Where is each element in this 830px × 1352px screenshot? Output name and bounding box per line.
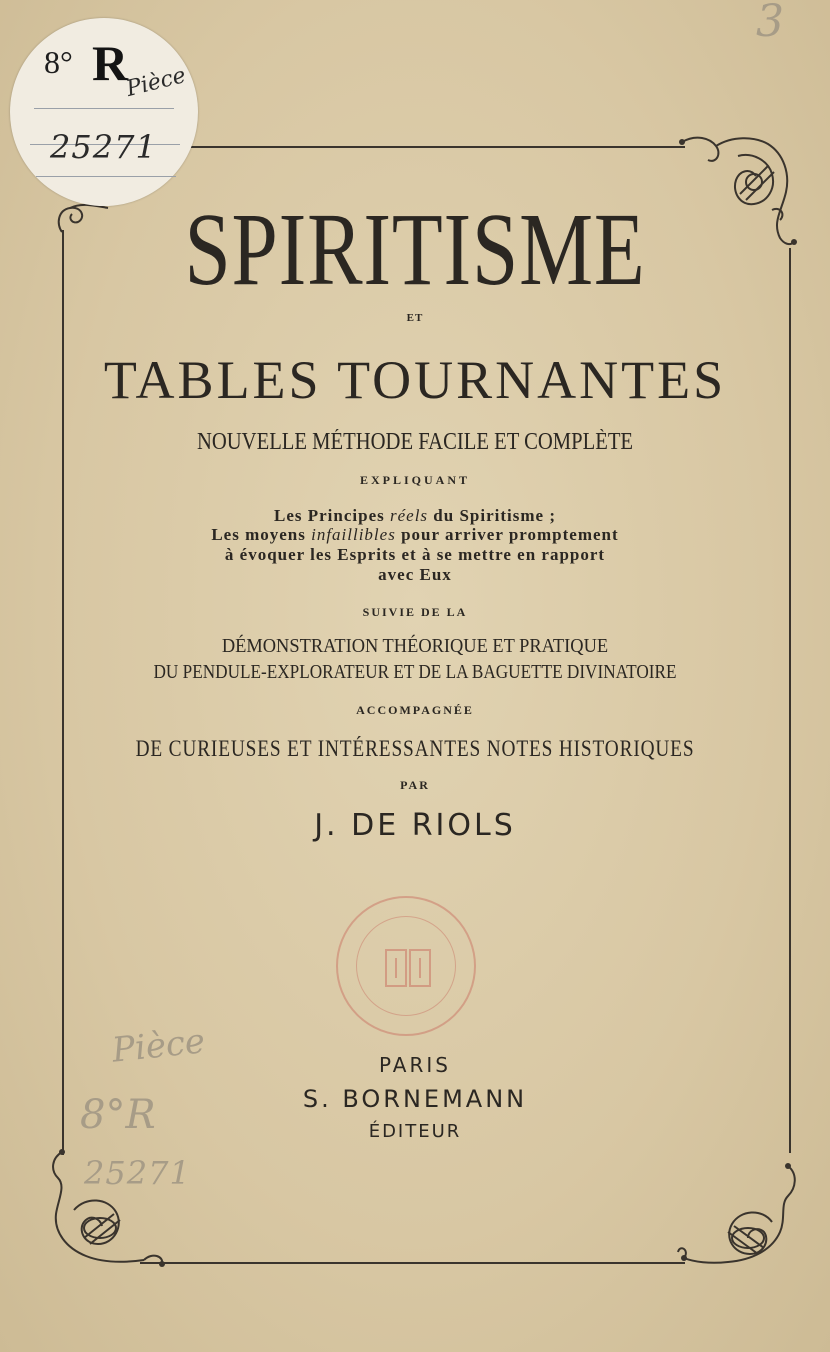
demonstration-line-1: DÉMONSTRATION THÉORIQUE ET PRATIQUE — [221, 635, 609, 657]
label-format: 8° — [44, 44, 73, 80]
title-conjunction: ET — [406, 312, 424, 324]
label-letter: R — [92, 35, 129, 91]
stamp-monogram-icon — [382, 944, 434, 992]
principles-line-1-c: du Spiritisme ; — [428, 506, 556, 525]
imprint-city: PARIS — [379, 1053, 451, 1077]
principles-line-2 — [0, 525, 830, 545]
label-call-number: 25271 — [50, 128, 157, 166]
accompanied-label: ACCOMPAGNÉE — [356, 703, 474, 717]
principles-line-1-b: réels — [390, 506, 429, 525]
principles-line-2-a: Les moyens — [211, 525, 312, 544]
imprint-role: ÉDITEUR — [368, 1121, 462, 1142]
by-label: PAR — [400, 778, 430, 792]
library-stamp — [336, 896, 476, 1036]
frame-bottom-line — [140, 1262, 685, 1264]
principles-line-1-a: Les Principes — [274, 506, 390, 525]
ornament-bottom-right-icon — [676, 1160, 802, 1272]
margin-note-word: Pièce — [110, 1021, 207, 1071]
author-name: J. DE RIOLS — [314, 808, 516, 843]
margin-note-format: 8°R — [80, 1092, 156, 1138]
historical-notes-line: DE CURIEUSES ET INTÉRESSANTES NOTES HISTORIQUES — [135, 736, 695, 761]
followed-by-label: SUIVIE DE LA — [362, 605, 468, 619]
library-call-number-label — [10, 18, 198, 206]
demonstration-line-2: DU PENDULE-EXPLORATEUR ET DE LA BAGUETTE DIVINATOIRE — [153, 661, 677, 683]
frame-top-line — [110, 146, 685, 148]
explaining-label: EXPLIQUANT — [359, 473, 470, 487]
label-rule-1 — [34, 108, 174, 109]
secondary-title: TABLES TOURNANTES — [103, 350, 727, 410]
principles-line-3: à évoquer les Esprits et à se mettre en rapport — [224, 545, 606, 564]
label-handwritten-word: Pièce — [123, 63, 189, 102]
principles-line-2-b: infaillibles — [311, 525, 396, 544]
main-title: SPIRITISME — [184, 192, 646, 307]
principles-line-4: avec Eux — [378, 565, 452, 584]
margin-note-number: 25271 — [84, 1154, 191, 1192]
subtitle: NOUVELLE MÉTHODE FACILE ET COMPLÈTE — [196, 429, 634, 455]
principles-line-2-c: pour arriver promptement — [395, 525, 619, 544]
label-rule-3 — [36, 176, 176, 177]
principles-line-1 — [0, 506, 830, 526]
margin-note-top-right: 3 — [756, 0, 784, 47]
imprint-publisher: S. BORNEMANN — [302, 1085, 528, 1113]
